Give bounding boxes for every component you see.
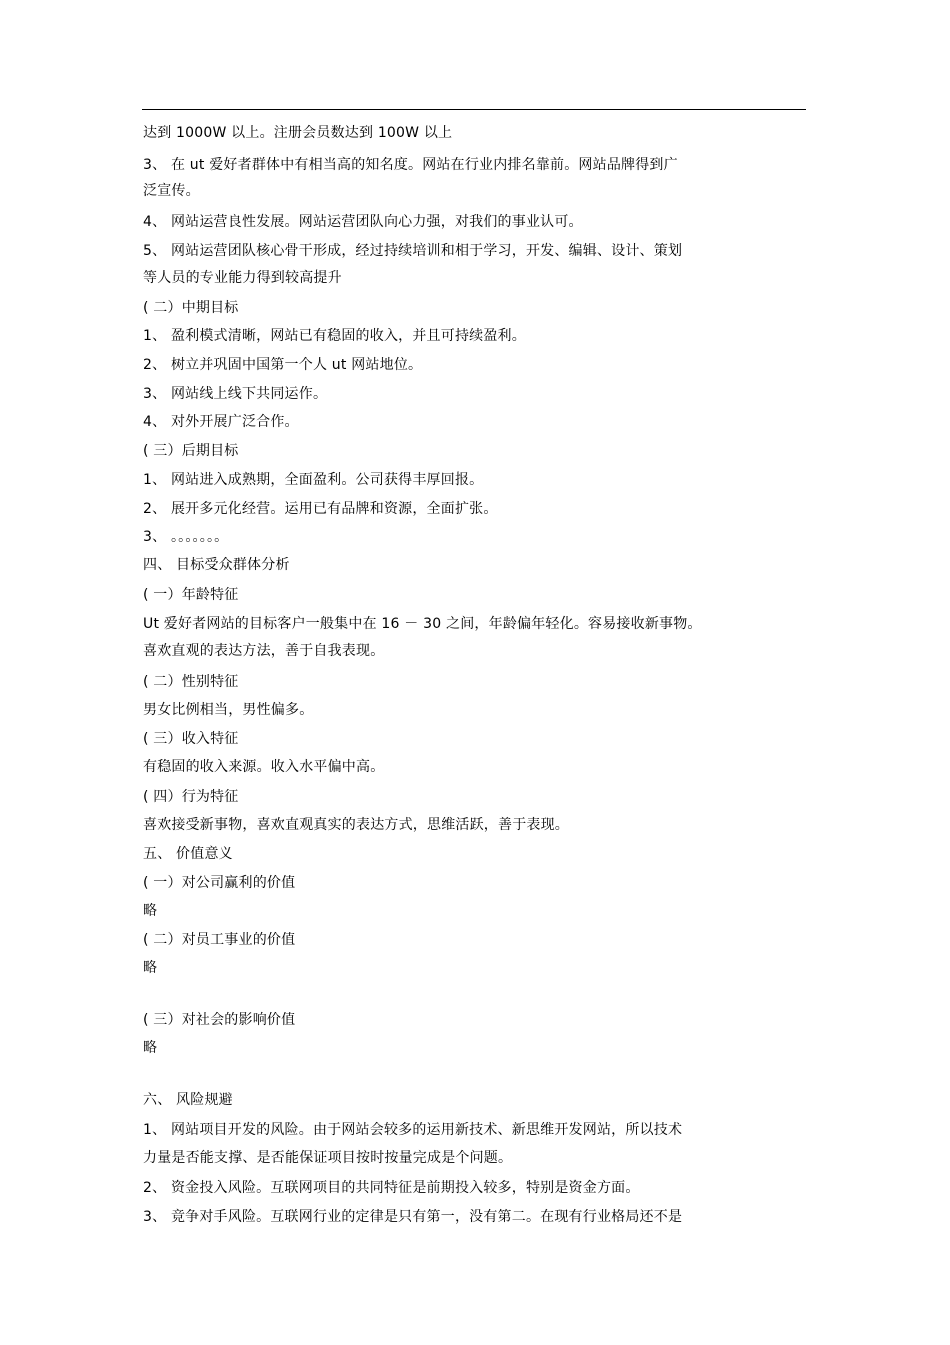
text-line: 喜欢接受新事物，喜欢直观真实的表达方式，思维活跃，善于表现。 [143, 817, 569, 833]
text-line: 泛宣传。 [143, 183, 200, 199]
text-line: 等人员的专业能力得到较高提升 [143, 270, 342, 286]
text-line: 2、 资金投入风险。互联网项目的共同特征是前期投入较多，特别是资金方面。 [143, 1180, 640, 1196]
chapter-heading: 四、 目标受众群体分析 [143, 557, 290, 573]
text-line: 3、 。。。。。。。 [143, 529, 229, 545]
text-line: 3、 竞争对手风险。互联网行业的定律是只有第一，没有第二。在现有行业格局还不是 [143, 1209, 683, 1225]
text-line: Ut 爱好者网站的目标客户一般集中在 16 － 30 之间，年龄偏年轻化。容易接收新事物。 [143, 616, 702, 632]
text-line: 5、 网站运营团队核心骨干形成，经过持续培训和相于学习，开发、编辑、设计、策划 [143, 243, 683, 259]
chapter-heading: 六、 风险规避 [143, 1092, 233, 1108]
text-line: 达到 1000W 以上。注册会员数达到 100W 以上 [143, 125, 453, 141]
text-line: 2、 展开多元化经营。运用已有品牌和资源，全面扩张。 [143, 501, 498, 517]
text-line: 3、 网站线上线下共同运作。 [143, 386, 328, 402]
section-heading: ( 一）年龄特征 [143, 587, 239, 603]
section-heading: ( 二）中期目标 [143, 300, 239, 316]
text-line: 1、 网站项目开发的风险。由于网站会较多的运用新技术、新思维开发网站，所以技术 [143, 1122, 683, 1138]
text-line: 3、 在 ut 爱好者群体中有相当高的知名度。网站在行业内排名靠前。网站品牌得到广 [143, 157, 678, 173]
text-line: 男女比例相当，男性偏多。 [143, 702, 314, 718]
section-heading: ( 四）行为特征 [143, 789, 239, 805]
section-heading: ( 一）对公司赢利的价值 [143, 875, 296, 891]
text-line: 略 [143, 1040, 158, 1056]
text-line: 1、 盈利模式清晰，网站已有稳固的收入，并且可持续盈利。 [143, 328, 526, 344]
section-heading: ( 三）收入特征 [143, 731, 239, 747]
text-line: 力量是否能支撑、是否能保证项目按时按量完成是个问题。 [143, 1150, 513, 1166]
text-line: 2、 树立并巩固中国第一个人 ut 网站地位。 [143, 357, 423, 373]
section-heading: ( 三）对社会的影响价值 [143, 1012, 296, 1028]
section-heading: ( 二）对员工事业的价值 [143, 932, 296, 948]
section-heading: ( 二）性别特征 [143, 674, 239, 690]
text-line: 有稳固的收入来源。收入水平偏中高。 [143, 759, 385, 775]
text-line: 略 [143, 960, 158, 976]
text-line: 4、 网站运营良性发展。网站运营团队向心力强，对我们的事业认可。 [143, 214, 583, 230]
section-heading: ( 三）后期目标 [143, 443, 239, 459]
text-line: 4、 对外开展广泛合作。 [143, 414, 299, 430]
text-line: 喜欢直观的表达方法，善于自我表现。 [143, 643, 385, 659]
header-rule [142, 109, 806, 110]
chapter-heading: 五、 价值意义 [143, 846, 233, 862]
text-line: 略 [143, 903, 158, 919]
text-line: 1、 网站进入成熟期，全面盈利。公司获得丰厚回报。 [143, 472, 484, 488]
